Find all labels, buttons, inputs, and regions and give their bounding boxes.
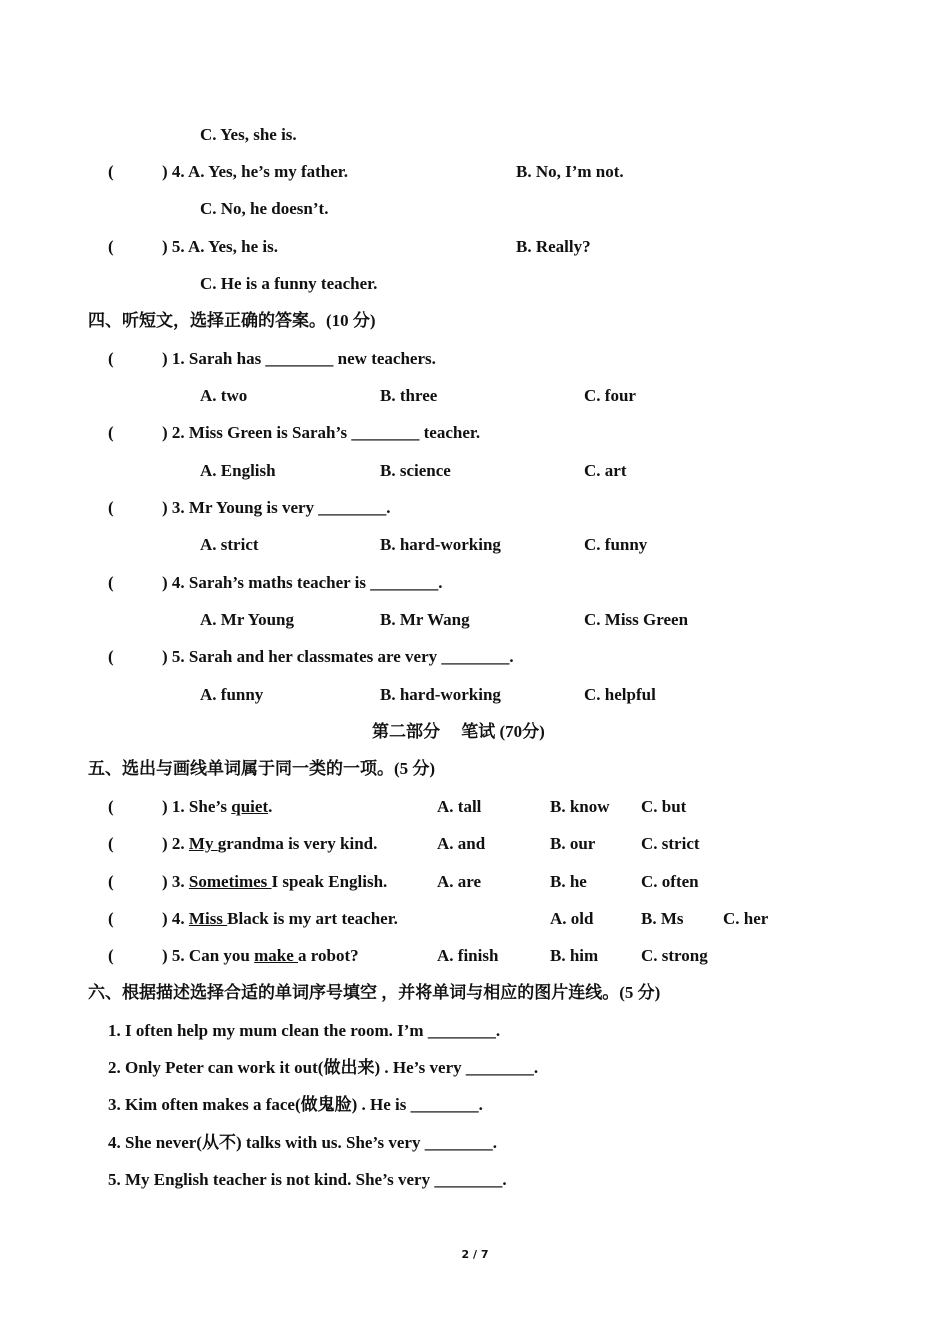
sec5-q5-option-a: A. finish [437, 946, 499, 965]
answer-paren: ( [108, 498, 114, 517]
sec5-q1-option-c: C. but [641, 797, 687, 816]
sec4-q2-stem: ) 2. Miss Green is Sarah’s ________ teacher. [162, 423, 481, 442]
underlined-word: Sometimes [188, 872, 272, 891]
answer-paren: ( [108, 162, 114, 181]
sec6-item-1: 1. I often help my mum clean the room. I’m ________. [108, 1021, 501, 1040]
underlined-word: My [188, 834, 218, 853]
underlined-word: quiet [231, 797, 269, 816]
answer-paren: ( [108, 573, 114, 592]
answer-paren: ( [108, 834, 114, 853]
sec5-q2-option-a: A. and [437, 834, 486, 853]
sec5-q4-option-c: C. her [723, 909, 769, 928]
sec3-q4-stem: ) 4. A. Yes, he’s my father. [162, 162, 349, 181]
sec4-heading: 四、听短文，选择正确的答案。(10 分) [88, 311, 376, 330]
sec4-q3-stem: ) 3. Mr Young is very ________. [162, 498, 391, 517]
sec3-q5-option-b: B. Really? [516, 237, 591, 256]
sec5-q5-stem: ) 5. Can you make a robot? [162, 946, 359, 965]
sec5-q3-option-c: C. often [641, 872, 699, 891]
sec4-q5-option-b: B. hard-working [380, 685, 501, 704]
sec4-q5-option-c: C. helpful [584, 685, 656, 704]
answer-paren: ( [108, 909, 114, 928]
answer-paren: ( [108, 237, 114, 256]
answer-paren: ( [108, 872, 114, 891]
sec5-q2-stem: ) 2. My grandma is very kind. [162, 834, 378, 853]
sec5-q4-option-a: A. old [550, 909, 594, 928]
sec4-q3-option-a: A. strict [200, 535, 259, 554]
sec5-q5-option-c: C. strong [641, 946, 708, 965]
answer-paren: ( [108, 797, 114, 816]
sec5-q1-option-b: B. know [550, 797, 610, 816]
sec5-q1-option-a: A. tall [437, 797, 482, 816]
sec5-q3-option-a: A. are [437, 872, 482, 891]
sec4-q4-option-b: B. Mr Wang [380, 610, 470, 629]
sec4-q1-stem: ) 1. Sarah has ________ new teachers. [162, 349, 436, 368]
sec6-item-3: 3. Kim often makes a face(做鬼脸) . He is ________. [108, 1095, 483, 1114]
part2-title: 第二部分 笔试 (70分) [372, 722, 545, 741]
sec3-q5-stem: ) 5. A. Yes, he is. [162, 237, 279, 256]
answer-paren: ( [108, 946, 114, 965]
sec3-q4-option-c: C. No, he doesn’t. [200, 199, 329, 218]
sec5-q2-option-c: C. strict [641, 834, 700, 853]
sec6-heading: 六、根据描述选择合适的单词序号填空 ，并将单词与相应的图片连线。(5 分) [88, 983, 661, 1002]
sec4-q2-option-b: B. science [380, 461, 451, 480]
sec6-item-2: 2. Only Peter can work it out(做出来) . He’s very ________. [108, 1058, 539, 1077]
sec3-q4-option-b: B. No, I’m not. [516, 162, 624, 181]
sec6-item-4: 4. She never(从不) talks with us. She’s very ________. [108, 1133, 497, 1152]
sec5-q4-stem: ) 4. Miss Black is my art teacher. [162, 909, 398, 928]
sec3-q5-option-c: C. He is a funny teacher. [200, 274, 378, 293]
sec4-q5-stem: ) 5. Sarah and her classmates are very ________. [162, 647, 514, 666]
sec4-q3-option-c: C. funny [584, 535, 648, 554]
sec4-q4-stem: ) 4. Sarah’s maths teacher is ________. [162, 573, 443, 592]
sec5-q2-option-b: B. our [550, 834, 596, 853]
sec4-q2-option-a: A. English [200, 461, 276, 480]
sec3-q3-option-c: C. Yes, she is. [200, 125, 297, 144]
sec4-q4-option-c: C. Miss Green [584, 610, 689, 629]
sec4-q1-option-b: B. three [380, 386, 438, 405]
sec5-q1-stem: ) 1. She’s quiet. [162, 797, 273, 816]
sec4-q1-option-c: C. four [584, 386, 636, 405]
sec5-q3-option-b: B. he [550, 872, 587, 891]
sec4-q1-option-a: A. two [200, 386, 248, 405]
sec4-q2-option-c: C. art [584, 461, 627, 480]
sec5-q3-stem: ) 3. Sometimes I speak English. [162, 872, 388, 891]
sec6-item-5: 5. My English teacher is not kind. She’s very ________. [108, 1170, 507, 1189]
page-number: 2 / 7 [461, 1248, 489, 1261]
underlined-word: make [254, 946, 299, 965]
sec4-q3-option-b: B. hard-working [380, 535, 501, 554]
sec4-q4-option-a: A. Mr Young [200, 610, 294, 629]
sec5-q5-option-b: B. him [550, 946, 599, 965]
answer-paren: ( [108, 349, 114, 368]
answer-paren: ( [108, 423, 114, 442]
sec4-q5-option-a: A. funny [200, 685, 264, 704]
sec5-heading: 五、选出与画线单词属于同一类的一项。(5 分) [88, 759, 436, 778]
sec5-q4-option-b: B. Ms [641, 909, 684, 928]
answer-paren: ( [108, 647, 114, 666]
underlined-word: Miss [188, 909, 228, 928]
